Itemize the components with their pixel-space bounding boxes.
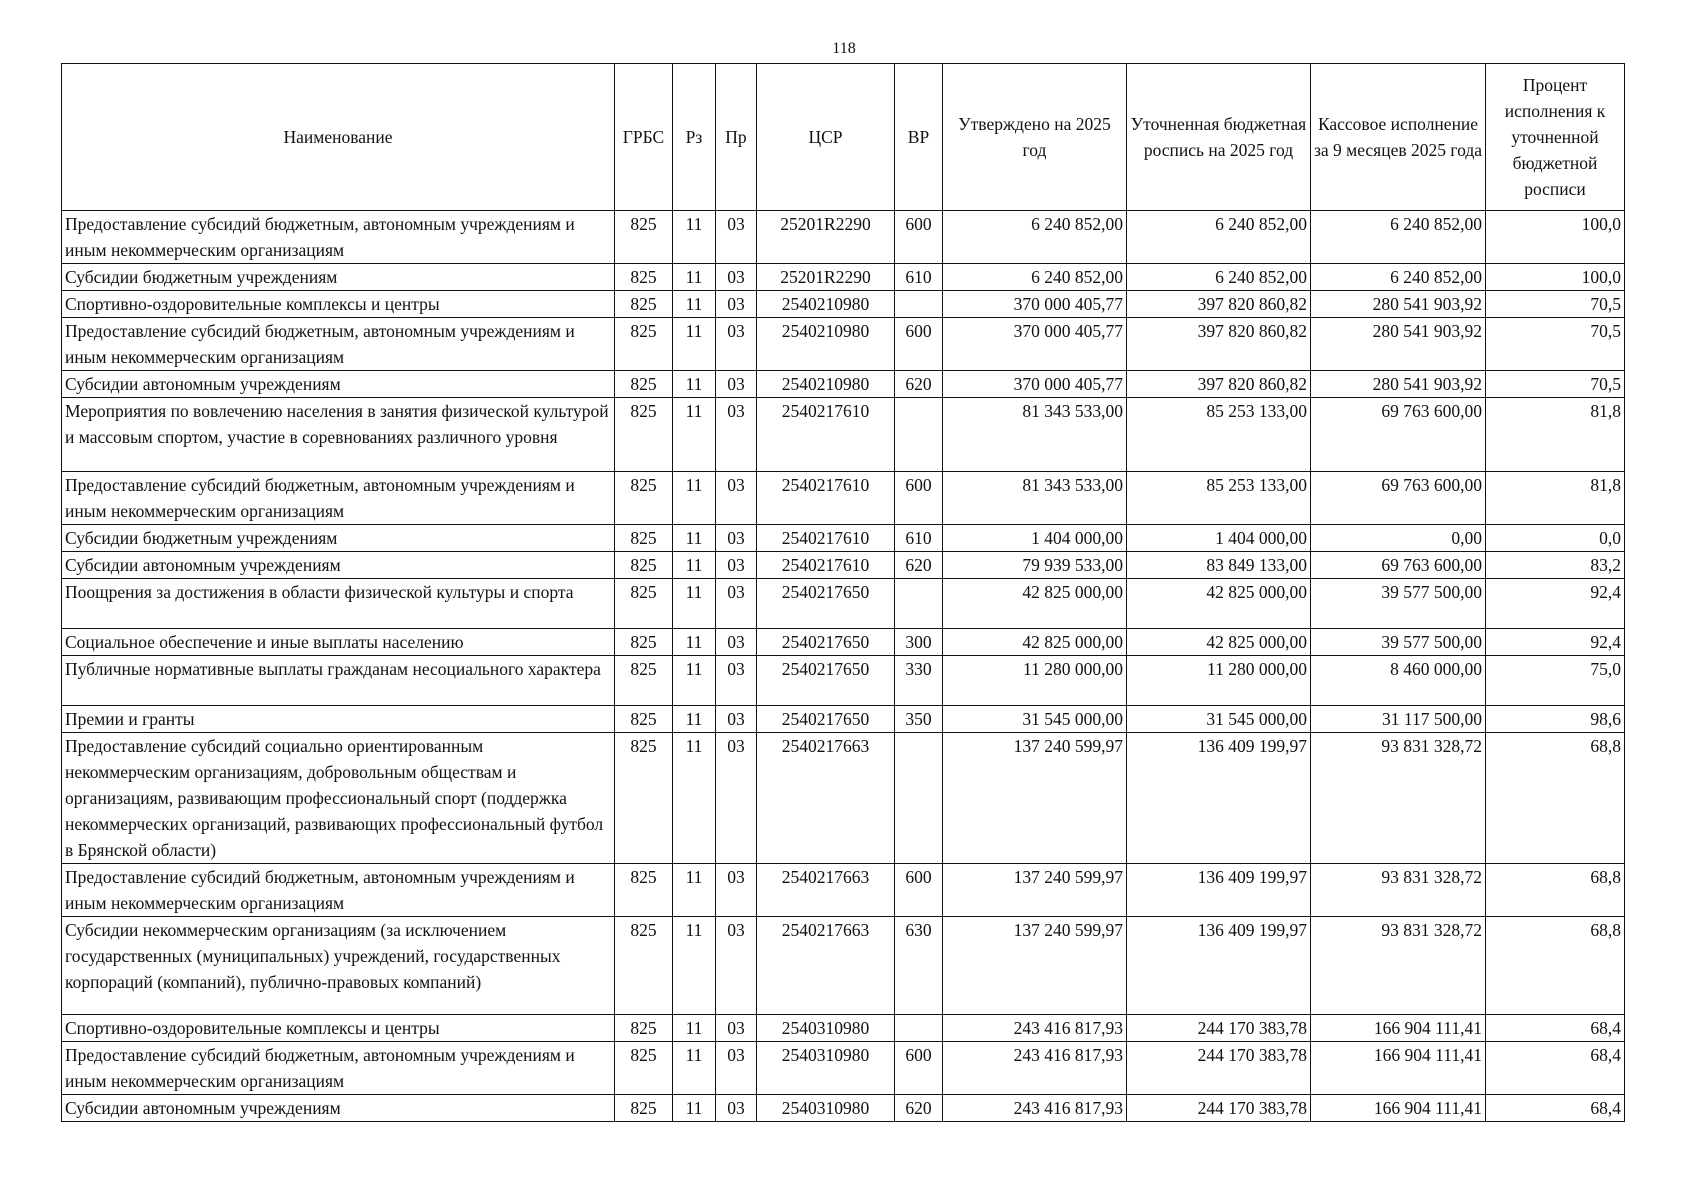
cell-refined: 397 820 860,82 [1127,318,1311,371]
cell-percent: 81,8 [1486,472,1625,525]
header-refined: Уточненная бюджетная роспись на 2025 год [1127,64,1311,211]
cell-rz: 11 [673,472,716,525]
cell-csr: 2540210980 [757,318,895,371]
cell-percent: 70,5 [1486,371,1625,398]
cell-pr: 03 [716,525,757,552]
cell-rz: 11 [673,706,716,733]
cell-grbs: 825 [615,318,673,371]
header-csr: ЦСР [757,64,895,211]
cell-cash: 166 904 111,41 [1311,1042,1486,1095]
cell-vr: 610 [895,264,943,291]
cell-rz: 11 [673,1095,716,1122]
cell-percent: 70,5 [1486,318,1625,371]
cell-cash: 69 763 600,00 [1311,472,1486,525]
cell-name: Предоставление субсидий бюджетным, автономным учреждениям и иным некоммерческим организациям [62,211,615,264]
cell-percent: 92,4 [1486,629,1625,656]
cell-approved: 243 416 817,93 [943,1095,1127,1122]
table-row [62,398,1625,472]
cell-vr: 350 [895,706,943,733]
cell-refined: 244 170 383,78 [1127,1095,1311,1122]
cell-csr: 2540210980 [757,291,895,318]
cell-refined: 31 545 000,00 [1127,706,1311,733]
cell-refined: 244 170 383,78 [1127,1015,1311,1042]
table-row [62,629,1625,656]
cell-percent: 68,4 [1486,1095,1625,1122]
cell-cash: 6 240 852,00 [1311,264,1486,291]
cell-cash: 0,00 [1311,525,1486,552]
cell-vr [895,1015,943,1042]
cell-name: Социальное обеспечение и иные выплаты населению [62,629,615,656]
cell-grbs: 825 [615,656,673,706]
cell-grbs: 825 [615,579,673,629]
cell-cash: 69 763 600,00 [1311,398,1486,472]
cell-approved: 31 545 000,00 [943,706,1127,733]
cell-name: Субсидии бюджетным учреждениям [62,264,615,291]
cell-csr: 2540217650 [757,706,895,733]
cell-refined: 85 253 133,00 [1127,472,1311,525]
cell-csr: 2540217650 [757,579,895,629]
cell-cash: 39 577 500,00 [1311,629,1486,656]
cell-pr: 03 [716,472,757,525]
cell-percent: 83,2 [1486,552,1625,579]
cell-pr: 03 [716,733,757,864]
cell-percent: 81,8 [1486,398,1625,472]
table-row [62,525,1625,552]
cell-vr: 620 [895,371,943,398]
table-row [62,1042,1625,1095]
table-row [62,706,1625,733]
page-number: 118 [832,40,856,57]
cell-name: Предоставление субсидий бюджетным, автономным учреждениям и иным некоммерческим организациям [62,1042,615,1095]
cell-refined: 244 170 383,78 [1127,1042,1311,1095]
cell-approved: 137 240 599,97 [943,733,1127,864]
cell-refined: 85 253 133,00 [1127,398,1311,472]
cell-rz: 11 [673,552,716,579]
cell-grbs: 825 [615,1015,673,1042]
cell-name: Спортивно-оздоровительные комплексы и центры [62,1015,615,1042]
cell-csr: 2540310980 [757,1042,895,1095]
cell-vr: 600 [895,472,943,525]
cell-refined: 1 404 000,00 [1127,525,1311,552]
table-row [62,291,1625,318]
cell-name: Премии и гранты [62,706,615,733]
cell-csr: 2540217610 [757,472,895,525]
cell-percent: 98,6 [1486,706,1625,733]
cell-grbs: 825 [615,398,673,472]
cell-grbs: 825 [615,864,673,917]
cell-rz: 11 [673,525,716,552]
cell-name: Публичные нормативные выплаты гражданам несоциального характера [62,656,615,706]
cell-grbs: 825 [615,917,673,1015]
cell-refined: 6 240 852,00 [1127,264,1311,291]
cell-cash: 280 541 903,92 [1311,371,1486,398]
cell-name: Субсидии автономным учреждениям [62,1095,615,1122]
cell-pr: 03 [716,211,757,264]
cell-percent: 92,4 [1486,579,1625,629]
table-row [62,864,1625,917]
cell-pr: 03 [716,264,757,291]
cell-approved: 42 825 000,00 [943,579,1127,629]
cell-rz: 11 [673,291,716,318]
cell-cash: 280 541 903,92 [1311,318,1486,371]
cell-cash: 93 831 328,72 [1311,917,1486,1015]
cell-name: Субсидии автономным учреждениям [62,552,615,579]
cell-approved: 42 825 000,00 [943,629,1127,656]
cell-cash: 166 904 111,41 [1311,1095,1486,1122]
cell-grbs: 825 [615,629,673,656]
cell-percent: 70,5 [1486,291,1625,318]
cell-grbs: 825 [615,291,673,318]
cell-pr: 03 [716,1015,757,1042]
cell-rz: 11 [673,579,716,629]
cell-approved: 6 240 852,00 [943,264,1127,291]
cell-refined: 136 409 199,97 [1127,733,1311,864]
cell-approved: 1 404 000,00 [943,525,1127,552]
cell-cash: 39 577 500,00 [1311,579,1486,629]
cell-rz: 11 [673,264,716,291]
cell-refined: 42 825 000,00 [1127,629,1311,656]
table-row [62,656,1625,706]
cell-grbs: 825 [615,525,673,552]
cell-csr: 2540217663 [757,733,895,864]
cell-cash: 8 460 000,00 [1311,656,1486,706]
cell-csr: 2540217610 [757,552,895,579]
cell-approved: 81 343 533,00 [943,398,1127,472]
header-vr: ВР [895,64,943,211]
cell-name: Мероприятия по вовлечению населения в занятия физической культурой и массовым спортом, участие в соревнованиях различного уровня [62,398,615,472]
cell-percent: 100,0 [1486,211,1625,264]
cell-csr: 2540217610 [757,398,895,472]
cell-rz: 11 [673,733,716,864]
cell-pr: 03 [716,864,757,917]
cell-grbs: 825 [615,1095,673,1122]
cell-approved: 137 240 599,97 [943,917,1127,1015]
table-row [62,318,1625,371]
header-pr: Пр [716,64,757,211]
table-header-row [62,64,1625,211]
cell-vr: 620 [895,1095,943,1122]
cell-name: Субсидии автономным учреждениям [62,371,615,398]
cell-pr: 03 [716,398,757,472]
cell-pr: 03 [716,552,757,579]
table-row [62,1095,1625,1122]
cell-pr: 03 [716,917,757,1015]
header-approved: Утверждено на 2025 год [943,64,1127,211]
cell-percent: 75,0 [1486,656,1625,706]
cell-grbs: 825 [615,552,673,579]
header-percent: Процент исполнения к уточненной бюджетной росписи [1486,64,1625,211]
cell-percent: 0,0 [1486,525,1625,552]
cell-vr: 600 [895,864,943,917]
cell-pr: 03 [716,1095,757,1122]
cell-rz: 11 [673,864,716,917]
cell-csr: 2540217650 [757,629,895,656]
cell-refined: 11 280 000,00 [1127,656,1311,706]
cell-vr: 620 [895,552,943,579]
cell-refined: 6 240 852,00 [1127,211,1311,264]
cell-percent: 68,8 [1486,864,1625,917]
cell-approved: 370 000 405,77 [943,371,1127,398]
cell-grbs: 825 [615,472,673,525]
cell-cash: 6 240 852,00 [1311,211,1486,264]
cell-rz: 11 [673,629,716,656]
table-row [62,371,1625,398]
cell-vr [895,733,943,864]
cell-vr: 600 [895,1042,943,1095]
table-row [62,472,1625,525]
cell-cash: 93 831 328,72 [1311,733,1486,864]
cell-name: Предоставление субсидий бюджетным, автономным учреждениям и иным некоммерческим организациям [62,472,615,525]
cell-rz: 11 [673,1015,716,1042]
cell-cash: 31 117 500,00 [1311,706,1486,733]
cell-pr: 03 [716,318,757,371]
cell-pr: 03 [716,579,757,629]
cell-pr: 03 [716,706,757,733]
table-row [62,579,1625,629]
cell-csr: 2540217663 [757,864,895,917]
cell-name: Предоставление субсидий бюджетным, автономным учреждениям и иным некоммерческим организациям [62,318,615,371]
cell-rz: 11 [673,318,716,371]
cell-percent: 68,4 [1486,1015,1625,1042]
table-row [62,917,1625,1015]
table-row [62,733,1625,864]
table-row [62,211,1625,264]
cell-rz: 11 [673,917,716,1015]
cell-csr: 2540310980 [757,1095,895,1122]
cell-approved: 79 939 533,00 [943,552,1127,579]
table-row [62,1015,1625,1042]
cell-name: Субсидии бюджетным учреждениям [62,525,615,552]
cell-vr: 600 [895,211,943,264]
cell-refined: 136 409 199,97 [1127,864,1311,917]
header-name: Наименование [62,64,615,211]
cell-grbs: 825 [615,733,673,864]
cell-percent: 100,0 [1486,264,1625,291]
cell-name: Предоставление субсидий социально ориентированным некоммерческим организациям, добровольным обществам и организациям, развивающим профессиональный спорт (поддержка некоммерческих организаций, развивающих профессиональный футбол в Брянской области) [62,733,615,864]
cell-refined: 42 825 000,00 [1127,579,1311,629]
cell-vr: 630 [895,917,943,1015]
cell-cash: 93 831 328,72 [1311,864,1486,917]
cell-pr: 03 [716,291,757,318]
cell-pr: 03 [716,371,757,398]
header-cash: Кассовое исполнение за 9 месяцев 2025 года [1311,64,1486,211]
cell-percent: 68,4 [1486,1042,1625,1095]
cell-name: Субсидии некоммерческим организациям (за исключением государственных (муниципальных) учреждений, государственных корпораций (компаний), публично-правовых компаний) [62,917,615,1015]
header-rz: Рз [673,64,716,211]
cell-rz: 11 [673,398,716,472]
cell-rz: 11 [673,211,716,264]
cell-csr: 25201R2290 [757,211,895,264]
cell-cash: 166 904 111,41 [1311,1015,1486,1042]
cell-rz: 11 [673,656,716,706]
budget-table [61,63,1625,1122]
cell-vr: 610 [895,525,943,552]
cell-percent: 68,8 [1486,733,1625,864]
cell-csr: 2540217663 [757,917,895,1015]
cell-approved: 370 000 405,77 [943,291,1127,318]
cell-vr [895,579,943,629]
cell-csr: 2540210980 [757,371,895,398]
table-row [62,552,1625,579]
cell-approved: 81 343 533,00 [943,472,1127,525]
cell-rz: 11 [673,1042,716,1095]
cell-refined: 83 849 133,00 [1127,552,1311,579]
cell-approved: 6 240 852,00 [943,211,1127,264]
cell-csr: 2540217650 [757,656,895,706]
cell-approved: 243 416 817,93 [943,1015,1127,1042]
cell-rz: 11 [673,371,716,398]
cell-vr [895,291,943,318]
cell-name: Поощрения за достижения в области физической культуры и спорта [62,579,615,629]
cell-grbs: 825 [615,1042,673,1095]
cell-name: Предоставление субсидий бюджетным, автономным учреждениям и иным некоммерческим организациям [62,864,615,917]
cell-refined: 397 820 860,82 [1127,291,1311,318]
cell-vr: 300 [895,629,943,656]
cell-approved: 137 240 599,97 [943,864,1127,917]
cell-cash: 280 541 903,92 [1311,291,1486,318]
cell-csr: 2540217610 [757,525,895,552]
header-grbs: ГРБС [615,64,673,211]
cell-name: Спортивно-оздоровительные комплексы и центры [62,291,615,318]
cell-refined: 136 409 199,97 [1127,917,1311,1015]
cell-grbs: 825 [615,706,673,733]
cell-grbs: 825 [615,264,673,291]
cell-approved: 243 416 817,93 [943,1042,1127,1095]
cell-refined: 397 820 860,82 [1127,371,1311,398]
cell-pr: 03 [716,656,757,706]
table-row [62,264,1625,291]
cell-pr: 03 [716,629,757,656]
cell-pr: 03 [716,1042,757,1095]
cell-grbs: 825 [615,371,673,398]
cell-approved: 11 280 000,00 [943,656,1127,706]
cell-grbs: 825 [615,211,673,264]
cell-vr: 600 [895,318,943,371]
cell-approved: 370 000 405,77 [943,318,1127,371]
cell-csr: 25201R2290 [757,264,895,291]
cell-percent: 68,8 [1486,917,1625,1015]
cell-csr: 2540310980 [757,1015,895,1042]
cell-cash: 69 763 600,00 [1311,552,1486,579]
cell-vr: 330 [895,656,943,706]
cell-vr [895,398,943,472]
